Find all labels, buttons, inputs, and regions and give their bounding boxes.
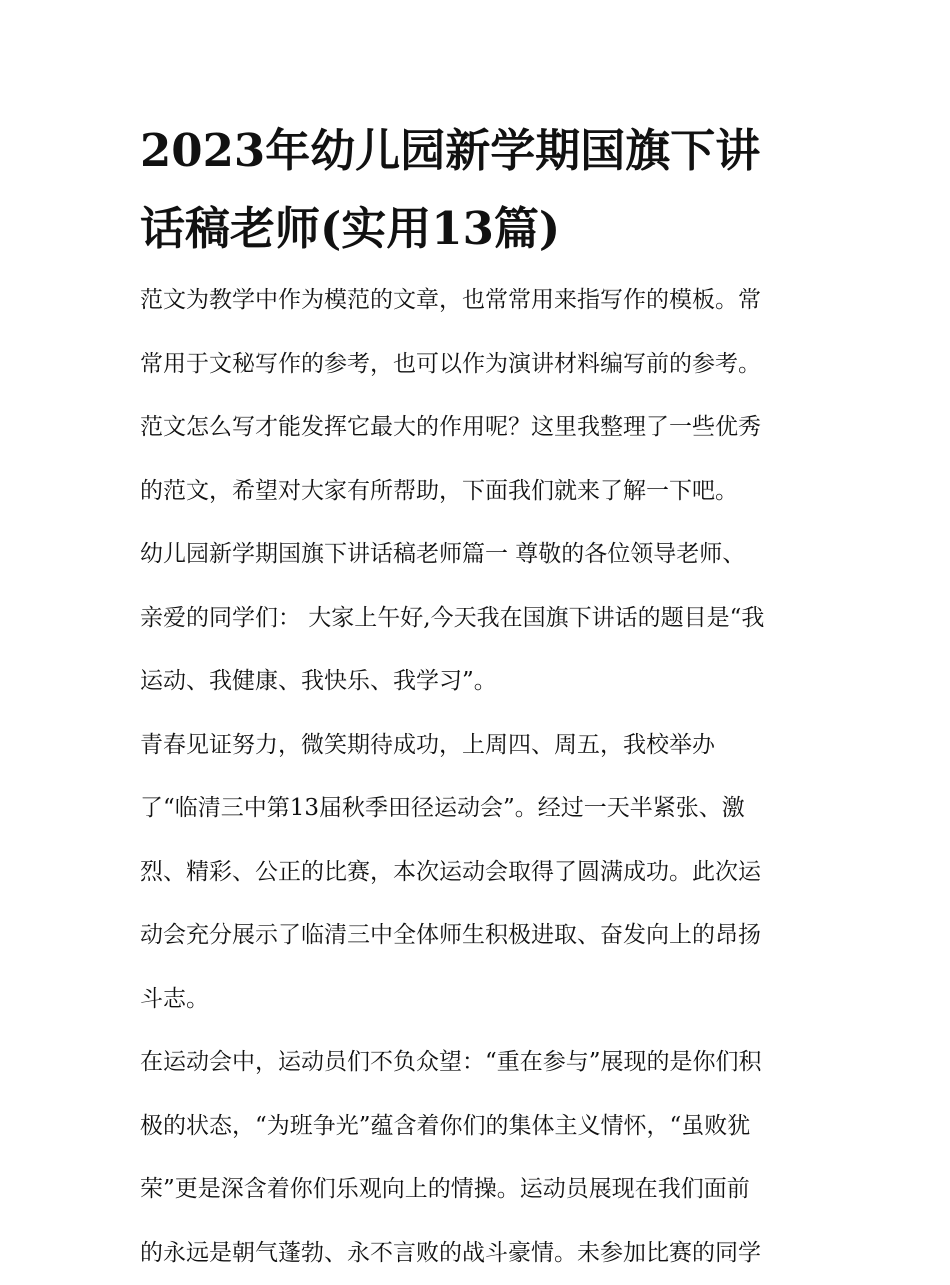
title-line: 2023年幼儿园新学期国旗下讲 xyxy=(140,112,820,190)
body-line: 动会充分展示了临清三中全体师生积极进取、奋发向上的昂扬 xyxy=(140,904,830,968)
body-line: 范文为教学中作为模范的文章，也常常用来指写作的模板。常 xyxy=(140,269,830,333)
body-line: 了“临清三中第13届秋季田径运动会”。经过一天半紧张、激 xyxy=(140,777,830,841)
body-line: 荣”更是深含着你们乐观向上的情操。运动员展现在我们面前 xyxy=(140,1158,830,1222)
body-line: 亲爱的同学们： 大家上午好,今天我在国旗下讲话的题目是“我 xyxy=(140,587,830,651)
body-line: 在运动会中，运动员们不负众望：“重在参与”展现的是你们积 xyxy=(140,1031,830,1095)
body-line: 的永远是朝气蓬勃、永不言败的战斗豪情。未参加比赛的同学 xyxy=(140,1222,830,1285)
body-line: 运动、我健康、我快乐、我学习”。 xyxy=(140,650,830,714)
body-line: 极的状态，“为班争光”蕴含着你们的集体主义情怀，“虽败犹 xyxy=(140,1095,830,1159)
body-line: 烈、精彩、公正的比赛，本次运动会取得了圆满成功。此次运 xyxy=(140,841,830,905)
body-line: 范文怎么写才能发挥它最大的作用呢？这里我整理了一些优秀 xyxy=(140,396,830,460)
body-line: 青春见证努力，微笑期待成功，上周四、周五，我校举办 xyxy=(140,714,830,778)
body-line: 常用于文秘写作的参考，也可以作为演讲材料编写前的参考。 xyxy=(140,333,830,397)
body-line: 的范文，希望对大家有所帮助，下面我们就来了解一下吧。 xyxy=(140,460,830,524)
document-body xyxy=(140,269,830,1285)
body-line: 斗志。 xyxy=(140,968,830,1032)
body-line: 幼儿园新学期国旗下讲话稿老师篇一 尊敬的各位领导老师、 xyxy=(140,523,830,587)
title-line: 话稿老师(实用13篇) xyxy=(140,190,820,268)
document-title xyxy=(140,112,820,268)
